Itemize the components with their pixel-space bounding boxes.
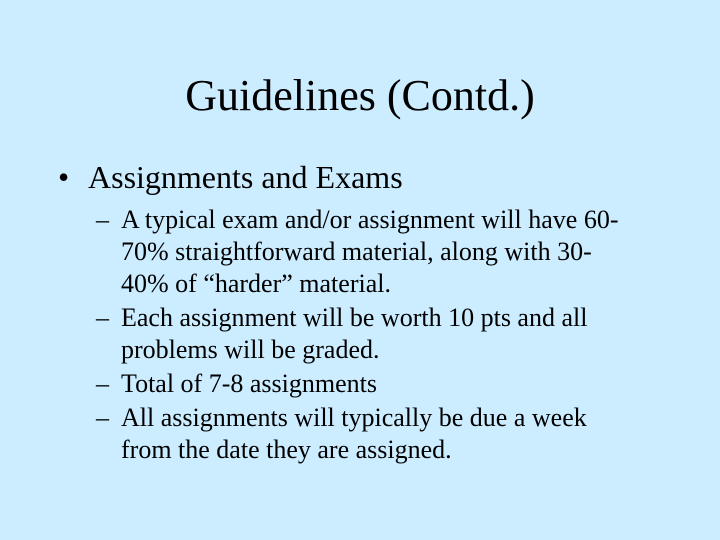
sub-bullet-line: Total of 7-8 assignments bbox=[121, 369, 377, 398]
sub-bullet-item bbox=[96, 204, 698, 300]
sub-bullet-item bbox=[96, 402, 698, 466]
sub-bullet-list bbox=[58, 204, 698, 466]
bullet-item bbox=[58, 158, 698, 196]
sub-bullet-item bbox=[96, 368, 698, 400]
sub-bullet-item bbox=[96, 302, 698, 366]
dash-marker: – bbox=[96, 403, 109, 432]
sub-bullet-line: 70% straightforward material, along with 30- bbox=[121, 237, 592, 266]
dash-marker: – bbox=[96, 369, 109, 398]
sub-bullet-line: problems will be graded. bbox=[121, 335, 380, 364]
dash-marker: – bbox=[96, 303, 109, 332]
sub-bullet-line: 40% of “harder” material. bbox=[121, 269, 391, 298]
sub-bullet-line: from the date they are assigned. bbox=[121, 435, 452, 464]
sub-bullet-line: All assignments will typically be due a week bbox=[121, 403, 587, 432]
dash-marker: – bbox=[96, 205, 109, 234]
slide-title: Guidelines (Contd.) bbox=[185, 71, 535, 120]
bullet-text: Assignments and Exams bbox=[88, 159, 403, 195]
sub-bullet-line: Each assignment will be worth 10 pts and all bbox=[121, 303, 588, 332]
slide-content bbox=[58, 158, 698, 468]
bullet-marker: • bbox=[58, 159, 70, 195]
sub-bullet-line: A typical exam and/or assignment will have 60- bbox=[121, 205, 619, 234]
